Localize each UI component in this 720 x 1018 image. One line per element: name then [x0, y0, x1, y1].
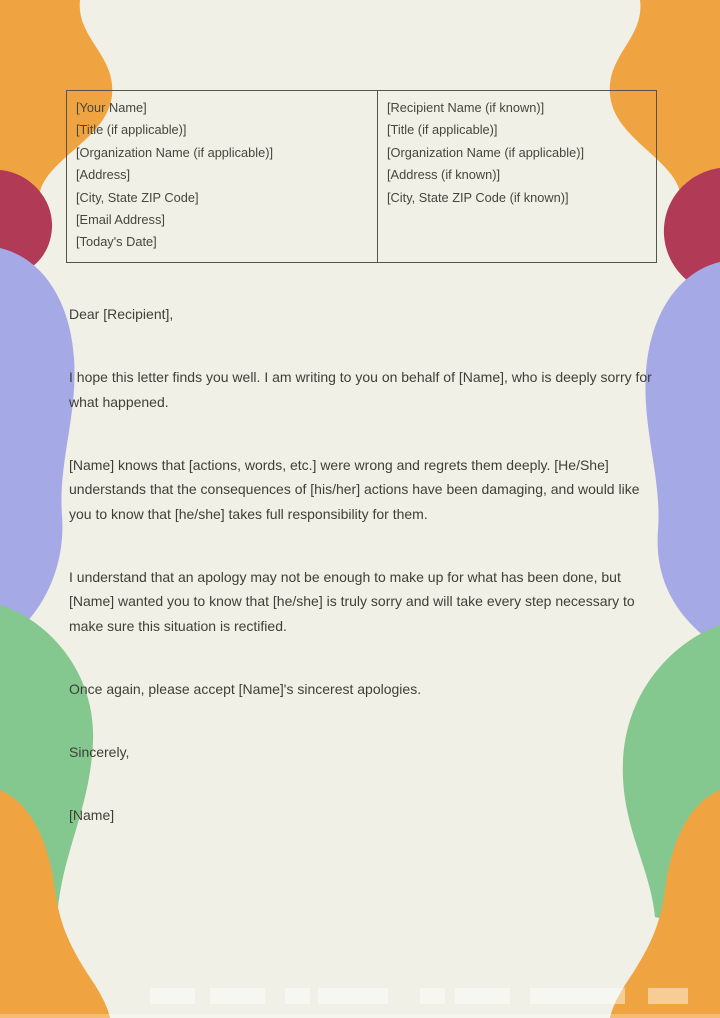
- faded-watermark-strip: [0, 988, 720, 1005]
- paragraph-3: I understand that an apology may not be enough to make up for what has been done, but [Name] wanted you to know that [he/she] is truly sorry and will take every step necessary to make sure this situation is rectified.: [69, 568, 635, 634]
- sender-title-line: [Title (if applicable)]: [76, 122, 187, 138]
- recipient-info-cell: [378, 91, 657, 263]
- bottom-edge-fade: [0, 1014, 720, 1018]
- sender-address-line: [Address]: [76, 167, 131, 183]
- recipient-org-line: [Organization Name (if applicable)]: [387, 144, 585, 160]
- sender-info-cell: [67, 91, 378, 263]
- letter-body: [69, 302, 653, 866]
- signature: [Name]: [69, 806, 115, 823]
- sender-name-line: [Your Name]: [76, 100, 147, 115]
- watermark-block: [420, 988, 445, 1004]
- closing: Sincerely,: [69, 743, 130, 760]
- sender-email-line: [Email Address]: [76, 212, 165, 228]
- watermark-block: [285, 988, 310, 1004]
- recipient-name-line: [Recipient Name (if known)]: [387, 100, 545, 115]
- sender-org-line: [Organization Name (if applicable)]: [76, 144, 274, 160]
- recipient-address-line: [Address (if known)]: [387, 167, 501, 183]
- watermark-block: [210, 988, 265, 1004]
- salutation: Dear [Recipient],: [69, 306, 174, 322]
- watermark-block: [318, 988, 388, 1004]
- sender-city-line: [City, State ZIP Code]: [76, 189, 199, 205]
- sender-recipient-table: [66, 90, 657, 263]
- recipient-city-line: [City, State ZIP Code (if known)]: [387, 189, 569, 205]
- watermark-block: [648, 988, 688, 1004]
- watermark-block: [455, 988, 510, 1004]
- watermark-block: [150, 988, 195, 1004]
- paragraph-2: [Name] knows that [actions, words, etc.] were wrong and regrets them deeply. [He/She] understands that the consequences of [his/her] actions have been damaging, and would like you to know that [he/she] takes full responsibility for them.: [69, 456, 640, 522]
- sender-date-line: [Today's Date]: [76, 234, 157, 250]
- paragraph-1: I hope this letter finds you well. I am writing to you on behalf of [Name], who is deeply sorry for what happened.: [69, 369, 652, 410]
- table-row: [67, 91, 657, 263]
- watermark-block: [530, 988, 625, 1004]
- recipient-title-line: [Title (if applicable)]: [387, 122, 498, 138]
- paragraph-4: Once again, please accept [Name]'s sincerest apologies.: [69, 680, 422, 697]
